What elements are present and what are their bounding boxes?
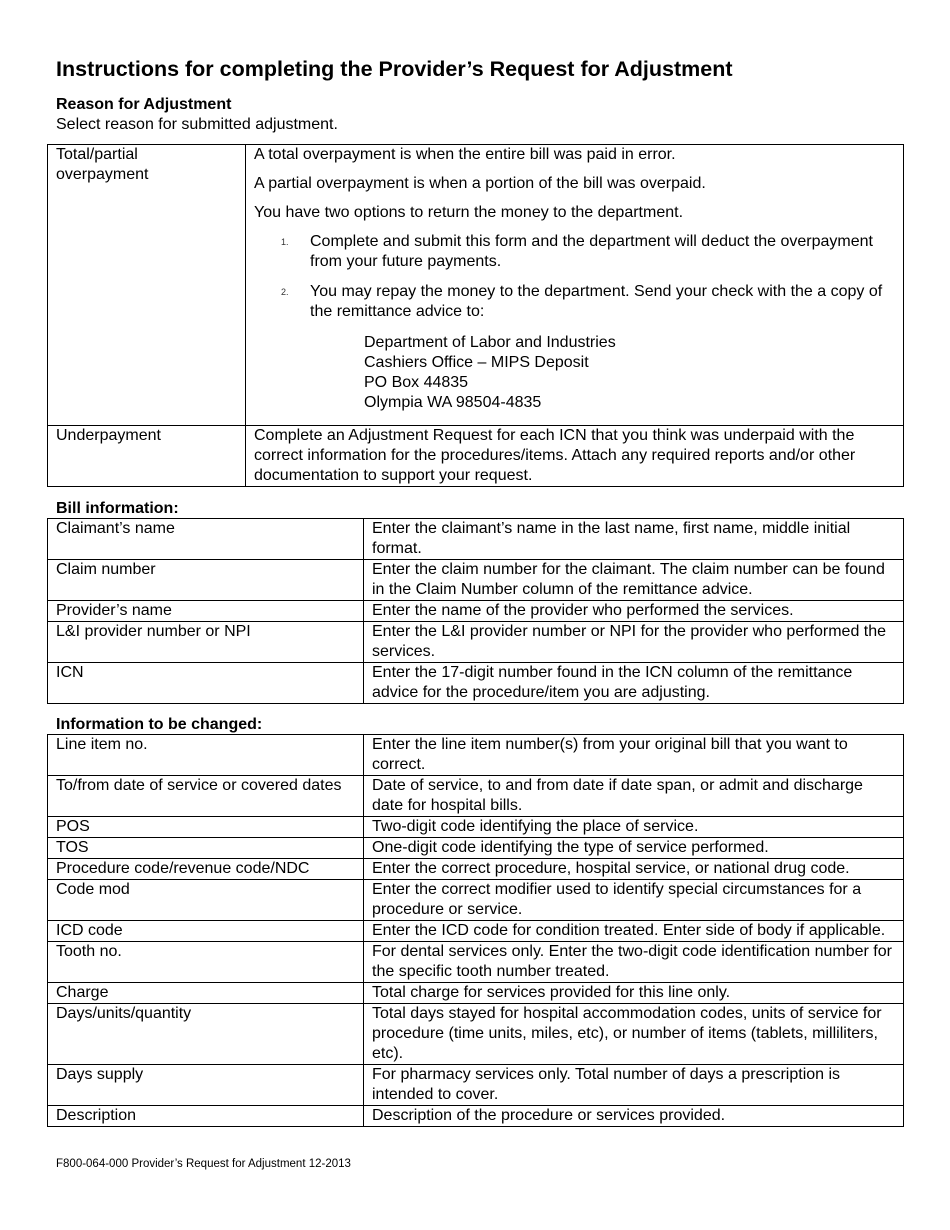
table-row: [48, 1004, 904, 1065]
table-row: [48, 859, 904, 880]
field-description-cell: For pharmacy services only. Total number of days a prescription is intended to cover.: [364, 1065, 904, 1106]
list-item: [254, 282, 895, 322]
field-name-cell: Claim number: [48, 560, 364, 601]
table-row: [48, 426, 904, 487]
bill-info-table: [47, 518, 904, 704]
reason-heading: Reason for Adjustment: [56, 96, 232, 113]
field-name-cell: To/from date of service or covered dates: [48, 776, 364, 817]
table-row: [48, 622, 904, 663]
field-description-cell: Two-digit code identifying the place of service.: [364, 817, 904, 838]
list-item: [254, 232, 895, 272]
field-description-cell: Enter the L&I provider number or NPI for the provider who performed the services.: [364, 622, 904, 663]
field-name-cell: Provider’s name: [48, 601, 364, 622]
table-row: [48, 880, 904, 921]
reason-table: [47, 144, 904, 487]
field-description-cell: For dental services only. Enter the two-digit code identification number for the specific tooth number treated.: [364, 942, 904, 983]
field-name-cell: Procedure code/revenue code/NDC: [48, 859, 364, 880]
form-footer: F800-064-000 Provider’s Request for Adjustment 12-2013: [56, 1158, 351, 1170]
list-number: 1.: [281, 237, 289, 247]
address-line: Department of Labor and Industries: [364, 334, 616, 351]
table-row: [48, 145, 904, 426]
overpayment-total-text: A total overpayment is when the entire bill was paid in error.: [254, 146, 676, 163]
table-row: [48, 560, 904, 601]
table-row: [48, 983, 904, 1004]
overpayment-label-line2: overpayment: [56, 166, 149, 183]
underpayment-label: Underpayment: [48, 426, 246, 487]
table-row: [48, 601, 904, 622]
field-name-cell: ICD code: [48, 921, 364, 942]
address-line: Olympia WA 98504-4835: [364, 394, 542, 411]
table-row: [48, 735, 904, 776]
field-name-cell: L&I provider number or NPI: [48, 622, 364, 663]
field-name-cell: Days supply: [48, 1065, 364, 1106]
table-row: [48, 817, 904, 838]
field-description-cell: Total charge for services provided for this line only.: [364, 983, 904, 1004]
field-name-cell: ICN: [48, 663, 364, 704]
field-name-cell: Line item no.: [48, 735, 364, 776]
field-name-cell: POS: [48, 817, 364, 838]
overpayment-description: [246, 145, 904, 426]
list-number: 2.: [281, 287, 289, 297]
overpayment-options-intro: You have two options to return the money to the department.: [254, 204, 684, 221]
table-row: [48, 519, 904, 560]
table-row: [48, 921, 904, 942]
reason-subtext: Select reason for submitted adjustment.: [56, 116, 338, 133]
overpayment-options-list: [254, 232, 895, 322]
address-line: PO Box 44835: [364, 374, 469, 391]
field-description-cell: Enter the claim number for the claimant. The claim number can be found in the Claim Number column of the remittance advice.: [364, 560, 904, 601]
field-name-cell: Description: [48, 1106, 364, 1127]
bill-info-heading: Bill information:: [56, 500, 179, 517]
field-name-cell: TOS: [48, 838, 364, 859]
field-description-cell: Enter the ICD code for condition treated. Enter side of body if applicable.: [364, 921, 904, 942]
change-info-heading: Information to be changed:: [56, 716, 263, 733]
table-row: [48, 1065, 904, 1106]
overpayment-partial-text: A partial overpayment is when a portion of the bill was overpaid.: [254, 175, 706, 192]
field-name-cell: Claimant’s name: [48, 519, 364, 560]
underpayment-description: Complete an Adjustment Request for each ICN that you think was underpaid with the correct information for the procedures/items. Attach any required reports and/or other documentation to support your request.: [246, 426, 904, 487]
field-name-cell: Tooth no.: [48, 942, 364, 983]
field-description-cell: Enter the correct modifier used to identify special circumstances for a procedure or service.: [364, 880, 904, 921]
mailing-address: [364, 332, 895, 413]
field-description-cell: Date of service, to and from date if date span, or admit and discharge date for hospital bills.: [364, 776, 904, 817]
table-row: [48, 663, 904, 704]
field-description-cell: One-digit code identifying the type of service performed.: [364, 838, 904, 859]
list-item-text: You may repay the money to the department. Send your check with the a copy of the remittance advice to:: [310, 283, 883, 320]
field-name-cell: Charge: [48, 983, 364, 1004]
change-info-table: [47, 734, 904, 1127]
field-description-cell: Total days stayed for hospital accommodation codes, units of service for procedure (time units, miles, etc), or number of items (tablets, milliliters, etc).: [364, 1004, 904, 1065]
field-description-cell: Enter the correct procedure, hospital service, or national drug code.: [364, 859, 904, 880]
table-row: [48, 838, 904, 859]
field-description-cell: Enter the claimant’s name in the last name, first name, middle initial format.: [364, 519, 904, 560]
field-description-cell: Description of the procedure or services provided.: [364, 1106, 904, 1127]
table-row: [48, 1106, 904, 1127]
overpayment-label-line1: Total/partial: [56, 146, 138, 163]
field-name-cell: Code mod: [48, 880, 364, 921]
page-title: Instructions for completing the Provider’s Request for Adjustment: [56, 57, 733, 81]
table-row: [48, 942, 904, 983]
field-description-cell: Enter the 17-digit number found in the ICN column of the remittance advice for the procedure/item you are adjusting.: [364, 663, 904, 704]
field-name-cell: Days/units/quantity: [48, 1004, 364, 1065]
field-description-cell: Enter the line item number(s) from your original bill that you want to correct.: [364, 735, 904, 776]
field-description-cell: Enter the name of the provider who performed the services.: [364, 601, 904, 622]
overpayment-label: [48, 145, 246, 426]
address-line: Cashiers Office – MIPS Deposit: [364, 354, 589, 371]
list-item-text: Complete and submit this form and the department will deduct the overpayment from your future payments.: [310, 233, 873, 270]
table-row: [48, 776, 904, 817]
